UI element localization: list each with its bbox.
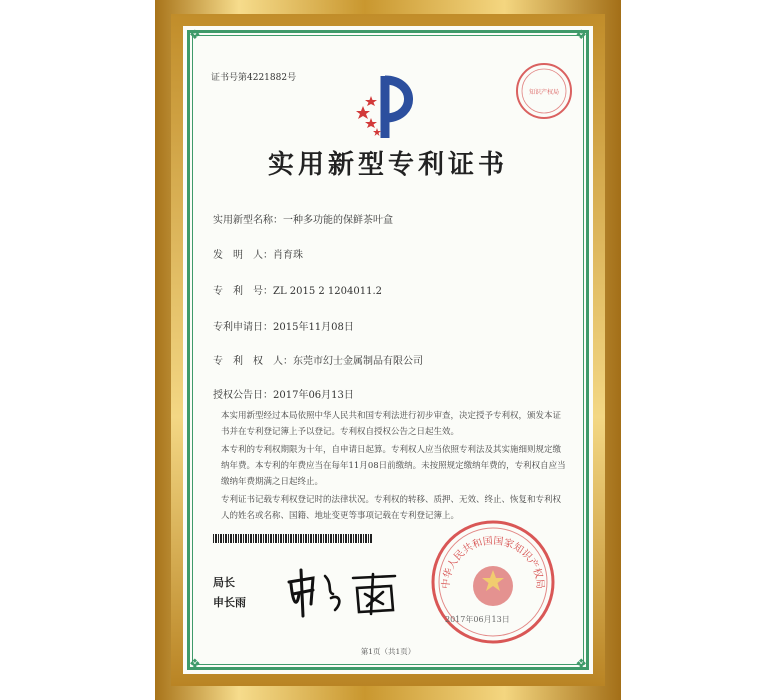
- field-value: 东莞市幻士金属制品有限公司: [293, 356, 423, 367]
- field-label: 发 明 人：: [213, 250, 273, 261]
- small-seal-text: 知识产权局: [528, 89, 560, 96]
- handwritten-signature: [283, 564, 403, 622]
- certificate-title: 实用新型专利证书: [267, 150, 508, 180]
- field-inventor: [213, 246, 303, 261]
- director-name-label: 申长雨: [213, 596, 246, 609]
- page-footer: 第1页（共1页）: [360, 647, 416, 656]
- field-grant-date: [213, 386, 354, 401]
- corner-ornament-icon: ❖: [575, 28, 587, 43]
- director-label: 局长: [213, 576, 235, 589]
- barcode: [213, 534, 373, 543]
- field-utility-name: [213, 211, 393, 226]
- corner-ornament-icon: ❖: [189, 657, 201, 672]
- corner-ornament-icon: ❖: [575, 657, 587, 672]
- field-label: 专 利 号：: [213, 286, 273, 297]
- field-label: 专利申请日：: [213, 322, 273, 333]
- field-label: 实用新型名称：: [213, 215, 283, 226]
- small-seal-stamp: [513, 60, 575, 122]
- field-patentee: [213, 352, 423, 367]
- official-red-seal: [429, 518, 557, 646]
- field-application-date: [213, 318, 354, 333]
- body-paragraph: 专利证书记载专利权登记时的法律状况。专利权的转移、质押、无效、终止、恢复和专利权人的姓名或名称、国籍、地址变更等事项记载在专利登记簿上。: [221, 495, 562, 521]
- field-value: ZL 2015 2 1204011.2: [273, 286, 383, 297]
- field-value: 2015年11月08日: [273, 322, 354, 333]
- field-value: 肖育珠: [273, 250, 303, 261]
- seal-date: 2017年06月13日: [445, 615, 510, 624]
- certificate-number: 证书号第4221882号: [211, 73, 297, 83]
- field-value: 一种多功能的保鲜茶叶盒: [283, 215, 393, 226]
- field-value: 2017年06月13日: [273, 390, 354, 401]
- certificate-paper: [183, 26, 593, 674]
- field-label: 专 利 权 人：: [213, 356, 293, 367]
- seal-text: 中华人民共和国国家知识产权局: [440, 535, 546, 590]
- corner-ornament-icon: ❖: [189, 28, 201, 43]
- field-label: 授权公告日：: [213, 390, 273, 401]
- patent-office-logo-icon: [351, 66, 431, 146]
- signature-stroke: [283, 564, 403, 622]
- body-paragraph: 本专利的专利权期限为十年，自申请日起算。专利权人应当依照专利法及其实施细则规定缴纳年费。本专利的年费应当在每年11月08日前缴纳。未按照规定缴纳年费的，专利权自应当缴纳年费期满之日起终止。: [221, 445, 566, 487]
- body-paragraph: 本实用新型经过本局依照中华人民共和国专利法进行初步审查，决定授予专利权，颁发本证书并在专利登记簿上予以登记。专利权自授权公告之日起生效。: [221, 411, 562, 437]
- field-patent-number: [213, 282, 382, 297]
